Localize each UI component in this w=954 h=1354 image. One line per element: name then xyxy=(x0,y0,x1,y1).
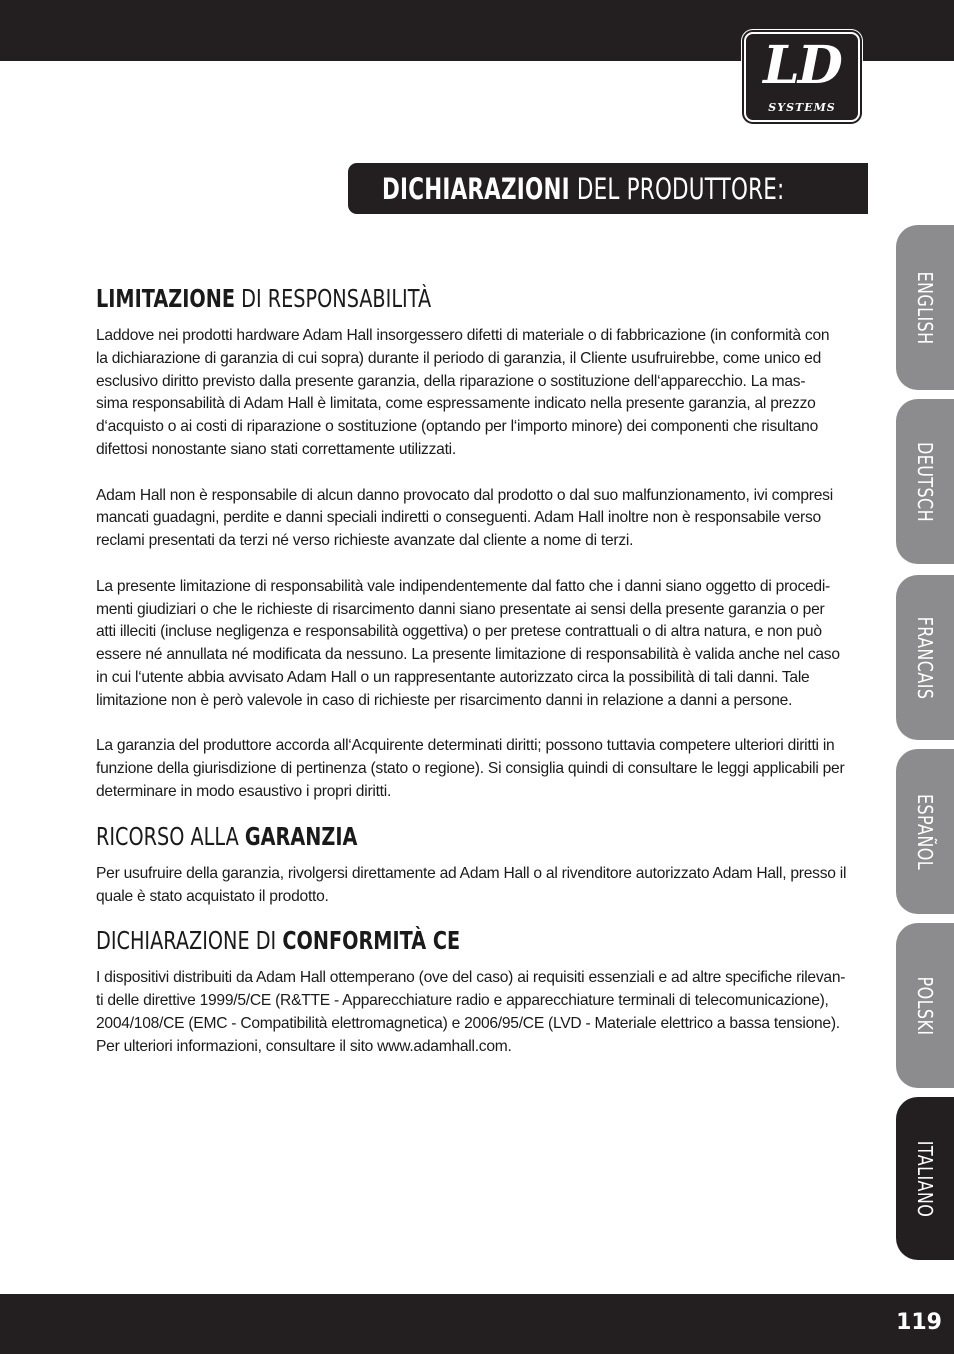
tab-deutsch[interactable] xyxy=(896,399,954,564)
tab-italiano[interactable] xyxy=(896,1097,954,1260)
text-line: in cui l‘utente abbia avvisato Adam Hall o un rappresentante autorizzato circa la possibilità di tali danni. Tale xyxy=(96,668,810,686)
text-line: Adam Hall non è responsabile di alcun danno provocato dal prodotto o dal suo malfunzionamento, ivi compresi xyxy=(96,486,833,504)
logo-sub-text: SYSTEMS xyxy=(768,101,836,114)
page-title-bold: DICHIARAZIONI xyxy=(382,171,570,206)
paragraph-conformita xyxy=(96,967,860,1058)
text-line: Per ulteriori informazioni, consultare il sito www.adamhall.com. xyxy=(96,1037,512,1055)
text-line: Per usufruire della garanzia, rivolgersi direttamente ad Adam Hall o al rivenditore autorizzato Adam Hall, presso il xyxy=(96,864,847,882)
text-line: quale è stato acquistato il prodotto. xyxy=(96,887,329,905)
text-line: limitazione non è però valevole in caso di richieste per risarcimento danni in relazione a danni a persone. xyxy=(96,691,793,709)
main-content xyxy=(96,284,860,1059)
heading-bold: CONFORMITÀ CE xyxy=(282,926,461,956)
tab-label: ITALIANO xyxy=(913,1140,937,1217)
text-line: essere né annullata né modificata da nessuno. La presente limitazione di responsabilità è valida anche nel caso xyxy=(96,646,840,664)
tab-polski[interactable] xyxy=(896,923,954,1088)
tab-english[interactable] xyxy=(896,225,954,390)
heading-limitazione xyxy=(96,284,684,314)
paragraph-limitazione-2 xyxy=(96,485,860,553)
text-line: mancati guadagni, perdite e danni speciali indiretti o conseguenti. Adam Hall inoltre non è responsabile verso xyxy=(96,509,821,527)
paragraph-limitazione-3 xyxy=(96,576,860,713)
text-line: esclusivo diritto previsto dalla presente garanzia, della riparazione o sostituzione dell‘apparecchio. La mas- xyxy=(96,372,806,390)
paragraph-ricorso xyxy=(96,863,860,909)
text-line: La presente limitazione di responsabilità vale indipendentemente dal fatto che i danni siano oggetto di procedi- xyxy=(96,577,830,595)
heading-rest: DI RESPONSABILITÀ xyxy=(235,284,432,313)
text-line: la dichiarazione di garanzia di cui sopra) durante il periodo di garanzia, il Cliente usufruirebbe, come unico ed xyxy=(96,349,822,367)
page-title-rest: DEL PRODUTTORE: xyxy=(569,171,785,206)
ld-systems-logo xyxy=(741,29,863,125)
text-line: reclami presentati da terzi né verso richieste avanzate dal cliente a nome di terzi. xyxy=(96,532,634,550)
tab-label: ENGLISH xyxy=(913,270,937,345)
tab-label: FRANCAIS xyxy=(913,616,937,699)
text-line: funzione della giurisdizione di pertinenza (stato o regione). Si consiglia quindi di consultare le leggi applicabili per xyxy=(96,760,845,778)
bottom-bar xyxy=(0,1294,954,1354)
logo-badge xyxy=(744,32,860,122)
heading-bold: GARANZIA xyxy=(244,821,358,851)
tab-francais[interactable] xyxy=(896,575,954,740)
text-line: determinare in modo esaustivo i propri diritti. xyxy=(96,782,392,800)
text-line: d‘acquisto o ai costi di riparazione o sostituzione (optando per l‘importo minore) dei componenti che risultano xyxy=(96,418,819,436)
tab-label: ESPAÑOL xyxy=(913,793,937,870)
paragraph-limitazione-4 xyxy=(96,735,860,803)
page-number: 119 xyxy=(896,1310,942,1335)
heading-conformita xyxy=(96,926,684,956)
text-line: atti illeciti (incluse negligenza e responsabilità oggettiva) o per pretese contrattuali o di altra natura, e non può xyxy=(96,623,822,641)
text-line: sima responsabilità di Adam Hall è limitata, come espressamente indicato nella presente garanzia, al prezzo xyxy=(96,395,816,413)
heading-bold: LIMITAZIONE xyxy=(96,284,236,313)
logo-main-text: LD xyxy=(763,35,841,96)
heading-rest: RICORSO ALLA xyxy=(96,821,245,851)
text-line: 2004/108/CE (EMC - Compatibilità elettromagnetica) e 2006/95/CE (LVD - Materiale elettrico a bassa tensione). xyxy=(96,1014,840,1032)
paragraph-limitazione-1 xyxy=(96,325,860,462)
text-line: menti giudiziari o che le richieste di risarcimento danni siano presentate ai sensi della presente garanzia o per xyxy=(96,600,825,618)
page-title-banner xyxy=(348,163,868,214)
tab-label: POLSKI xyxy=(913,976,937,1035)
heading-rest: DICHIARAZIONE DI xyxy=(96,926,283,956)
heading-ricorso xyxy=(96,822,684,852)
text-line: I dispositivi distribuiti da Adam Hall ottemperano (ove del caso) ai requisiti essenziali e ad altre specifiche rilevan- xyxy=(96,969,846,987)
page-title xyxy=(382,172,785,206)
tab-label: DEUTSCH xyxy=(913,441,937,522)
text-line: Laddove nei prodotti hardware Adam Hall insorgessero difetti di materiale o di fabbricazione (in conformità con xyxy=(96,327,830,344)
text-line: La garanzia del produttore accorda all‘Acquirente determinati diritti; possono tuttavia competere ulteriori diritti in xyxy=(96,737,835,755)
text-line: ti delle direttive 1999/5/CE (R&TTE - Apparecchiature radio e apparecchiature terminali di telecomunicazione), xyxy=(96,992,829,1010)
tab-espanol[interactable] xyxy=(896,749,954,914)
text-line: difettosi nonostante siano stati correttamente utilizzati. xyxy=(96,440,456,458)
